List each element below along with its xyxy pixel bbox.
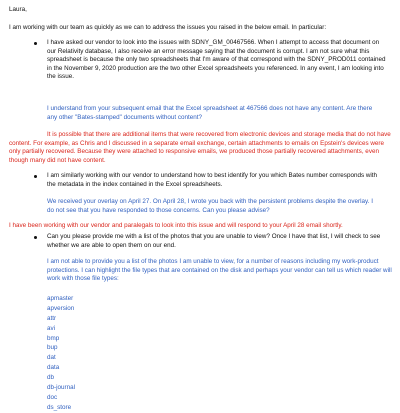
reply-blue-overlay: We received your overlay on April 27. On April 28, I wrote you back with the persistent problems despite the overlay. I do not see that you have responded to those concerns. Can you please advise? — [47, 198, 373, 214]
bullet-bates-metadata: I am similarly working with our vendor to understand how to best identify for you which Bates number corresponds with the metadata in the index contained in the Excel spreadsheets. — [47, 172, 378, 188]
file-type-item: bmp — [47, 334, 60, 342]
intro-paragraph: I am working with our team as quickly as we can to address the issues you raised in the below email. In particular: — [9, 24, 327, 31]
file-type-item: bup — [47, 344, 58, 352]
file-type-item: apversion — [47, 304, 75, 312]
file-type-item: db-journal — [47, 384, 76, 392]
bullet-photos-request: Can you please provide me with a list of the photos that you are unable to view? Once I have that list, I will check to see whether we are able to open them on our end. — [47, 233, 381, 249]
greeting: Laura, — [9, 6, 27, 13]
bullet-dot-icon — [34, 236, 37, 239]
bullet-vendor-issue: I have asked our vendor to look into the issues with SDNY_GM_00467566. When I attempt to access that document on our Relativity database, I also receive an error message saying that the document is corrupt. I am not sure what this spreadsheet is because the only two spreadsheets that I'm aware of that correspond with the SDNY_PROD011 contained in the November 9, 2020 production are the two other Excel spreadsheets you referenced. In any event, I am looking into the issue. — [47, 39, 386, 80]
file-type-item: db — [47, 374, 55, 382]
file-type-list — [47, 294, 75, 413]
bullet-dot-icon — [34, 42, 37, 45]
reply-red-recovered: It is possible that there are additional items that were recovered from electronic devices and storage media that do not have content. For example, as Chris and I discussed in a separate email exchange, certain attachments to emails on Epstein's devices were only partially recovered. Because they were attached to responsive emails, we produced those partially recovered attachments, even though many did not have content. — [9, 131, 391, 164]
file-type-item: dat — [47, 354, 56, 362]
bullet-dot-icon — [34, 175, 37, 178]
reply-blue-content: I understand from your subsequent email that the Excel spreadsheet at 467566 does not have any content. Are there any other "Bates-stamped" documents without content? — [47, 105, 373, 121]
file-type-item: ds_store — [47, 403, 72, 411]
file-type-item: apmaster — [47, 295, 74, 302]
file-type-item: data — [47, 364, 60, 372]
file-type-item: doc — [47, 393, 58, 401]
file-type-item: attr — [47, 314, 57, 322]
reply-blue-file-types: I am not able to provide you a list of the photos I am unable to view, for a number of reasons including my work-product protections. I can highlight the file types that are contained on the disk and perhaps your vendor can tell us which reader will work with those file types: — [47, 258, 392, 282]
reply-red-paralegals: I have been working with our vendor and paralegals to look into this issue and will respond to your April 28 email shortly. — [9, 222, 343, 229]
file-type-item: avi — [47, 324, 56, 332]
